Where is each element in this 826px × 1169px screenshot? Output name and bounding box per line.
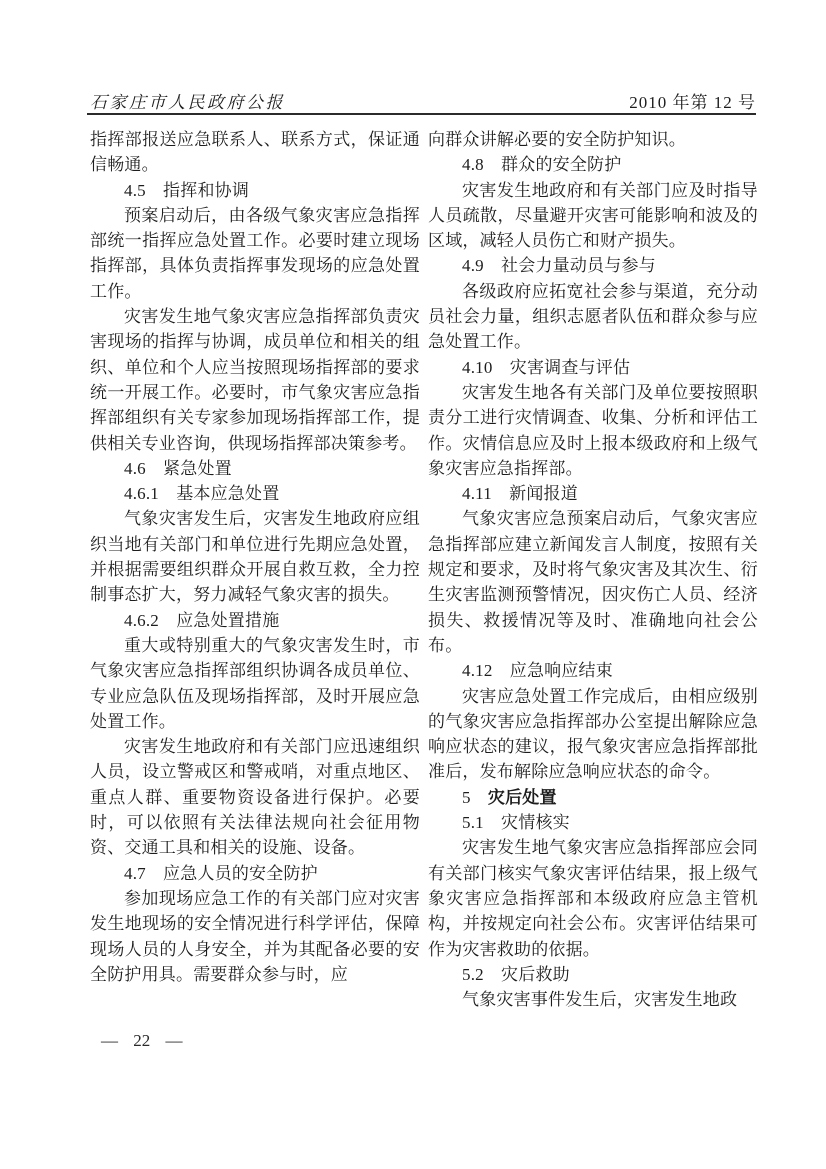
page-header [90, 88, 756, 113]
sub-heading: 5.1 灾情核实 [462, 813, 570, 833]
paragraph: 参加现场应急工作的有关部门应对灾害发生地现场的安全情况进行科学评估，保障现场人员的人身安全，并为其配备必要的安全防护用具。需要群众参与时，应 [90, 888, 420, 984]
sub-heading: 4.10 灾害调查与评估 [462, 357, 631, 377]
sub-heading: 4.9 社会力量动员与参与 [462, 256, 656, 276]
paragraph: 气象灾害发生后，灾害发生地政府应组织当地有关部门和单位进行先期应急处置，并根据需要组织群众开展自救互救，全力控制事态扩大，努力减轻气象灾害的损失。 [90, 509, 420, 605]
paragraph: 预案启动后，由各级气象灾害应急指挥部统一指挥应急处置工作。必要时建立现场指挥部，具体负责指挥事发现场的应急处置工作。 [90, 205, 420, 301]
sub-heading: 4.6 紧急处置 [124, 458, 232, 478]
sub-heading: 4.8 群众的安全防护 [462, 155, 622, 175]
paragraph: 气象灾害事件发生后，灾害发生地政 [462, 990, 738, 1010]
paragraph: 灾害发生地气象灾害应急指挥部应会同有关部门核实气象灾害评估结果，报上级气象灾害应急指挥部和本级政府应急主管机构，并按规定向社会公布。灾害评估结果可作为灾害救助的依据。 [428, 838, 758, 959]
sub-heading: 4.12 应急响应结束 [462, 661, 613, 681]
sub-heading: 4.7 应急人员的安全防护 [124, 863, 318, 883]
right-column [428, 127, 758, 1012]
sub-heading: 5.2 灾后救助 [462, 964, 570, 984]
issue-number: 2010 年第 12 号 [629, 93, 756, 112]
paragraph: 气象灾害应急预案启动后，气象灾害应急指挥部应建立新闻发言人制度，按照有关规定和要求，及时将气象灾害及其次生、衍生灾害监测预警情况，因灾伤亡人员、经济损失、救援情况等及时、准确地向社会公布。 [428, 509, 758, 655]
journal-title: 石家庄市人民政府公报 [90, 93, 285, 112]
paragraph: 灾害应急处置工作完成后，由相应级别的气象灾害应急指挥部办公室提出解除应急响应状态的建议，报气象灾害应急指挥部批准后，发布解除应急响应状态的命令。 [428, 686, 758, 782]
left-column [90, 127, 420, 1012]
sub-heading: 4.6.1 基本应急处置 [124, 484, 280, 504]
paragraph: 灾害发生地各有关部门及单位要按照职责分工进行灾情调查、收集、分析和评估工作。灾情信息应及时上报本级政府和上级气象灾害应急指挥部。 [428, 382, 758, 478]
section-heading [428, 785, 758, 810]
paragraph: 各级政府应拓宽社会参与渠道，充分动员社会力量，组织志愿者队伍和群众参与应急处置工作。 [428, 281, 758, 352]
paragraph-continuation: 向群众讲解必要的安全防护知识。 [428, 130, 686, 149]
paragraph-continuation: 指挥部报送应急联系人、联系方式，保证通信畅通。 [90, 130, 420, 175]
paragraph: 灾害发生地气象灾害应急指挥部负责灾害现场的指挥与协调，成员单位和相关的组织、单位和个人应当按照现场指挥部的要求统一开展工作。必要时，市气象灾害应急指挥部组织有关专家参加现场指挥部工作，提供相关专业咨询，供现场指挥部决策参考。 [90, 307, 420, 453]
sub-heading: 4.11 新闻报道 [462, 484, 578, 504]
sub-heading: 4.5 指挥和协调 [124, 180, 250, 200]
section-title: 灾后处置 [487, 787, 557, 807]
paragraph: 灾害发生地政府和有关部门应及时指导人员疏散，尽量避开灾害可能影响和波及的区域，减轻人员伤亡和财产损失。 [428, 180, 758, 251]
document-body [90, 127, 758, 1012]
section-number: 5 [462, 787, 471, 807]
paragraph: 重大或特别重大的气象灾害发生时，市气象灾害应急指挥部组织协调各成员单位、专业应急队伍及现场指挥部，及时开展应急处置工作。 [90, 635, 420, 731]
header-rule [87, 113, 756, 115]
sub-heading: 4.6.2 应急处置措施 [124, 610, 280, 630]
page-number: — 22 — [101, 1031, 183, 1050]
paragraph: 灾害发生地政府和有关部门应迅速组织人员，设立警戒区和警戒哨，对重点地区、重点人群、重要物资设备进行保护。必要时，可以依照有关法律法规向社会征用物资、交通工具和相关的设施、设备。 [90, 737, 420, 858]
